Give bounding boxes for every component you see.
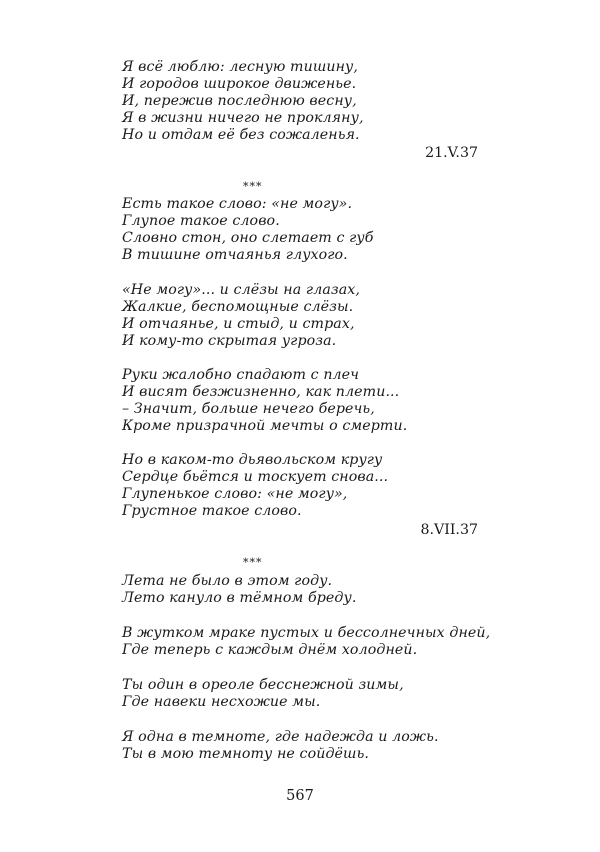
section-separator: *** [243, 180, 263, 193]
poem-line: Но в каком-то дьявольском кругу [122, 452, 383, 468]
poem-line: Сердце бьётся и тоскует снова... [122, 469, 389, 485]
poem-line: Ты в мою темноту не сойдёшь. [122, 746, 370, 762]
poem-line: Где теперь с каждым днём холодней. [122, 642, 418, 658]
poem-line: И отчаянье, и стыд, и страх, [122, 316, 355, 332]
poem-line: И кому-то скрытая угроза. [122, 333, 337, 349]
poem-line: И городов широкое движенье. [122, 76, 357, 92]
poem-line: Словно стон, оно слетает с губ [122, 230, 374, 246]
poem-line: В жутком мраке пустых и бессолнечных дней, [122, 625, 491, 641]
poem-line: Грустное такое слово. [122, 503, 302, 519]
poem-line: Руки жалобно спадают с плеч [122, 367, 360, 383]
poem-line: Но и отдам её без сожаленья. [122, 127, 360, 143]
poem-line: Я всё люблю: лесную тишину, [122, 59, 358, 75]
poem-line: Жалкие, беспомощные слёзы. [122, 299, 354, 315]
page-number: 567 [286, 788, 314, 804]
poem-date: 8.VII.37 [420, 522, 478, 538]
poem-line: Я в жизни ничего не прокляну, [122, 110, 364, 126]
poem-line: И висят безжизненно, как плети... [122, 384, 400, 400]
poem-line: Я одна в темноте, где надежда и ложь. [122, 729, 439, 745]
poem-line: Ты один в ореоле бесснежной зимы, [122, 677, 404, 693]
poem-line: Глупенькое слово: «не могу», [122, 486, 348, 502]
poem-date: 21.V.37 [425, 145, 478, 161]
poem-line: «Не могу»... и слёзы на глазах, [122, 282, 360, 298]
poem-line: Где навеки несхожие мы. [122, 694, 321, 710]
poem-line: И, пережив последнюю весну, [122, 93, 357, 109]
poem-line: Есть такое слово: «не могу». [122, 196, 353, 212]
poem-line: Лета не было в этом году. [122, 573, 333, 589]
poem-line: – Значит, больше нечего беречь, [122, 401, 375, 417]
poem-line: Глупое такое слово. [122, 213, 280, 229]
poem-line: В тишине отчаянья глухого. [122, 247, 348, 263]
poem-line: Кроме призрачной мечты о смерти. [122, 418, 408, 434]
section-separator: *** [243, 556, 263, 569]
poem-line: Лето кануло в тёмном бреду. [122, 590, 357, 606]
